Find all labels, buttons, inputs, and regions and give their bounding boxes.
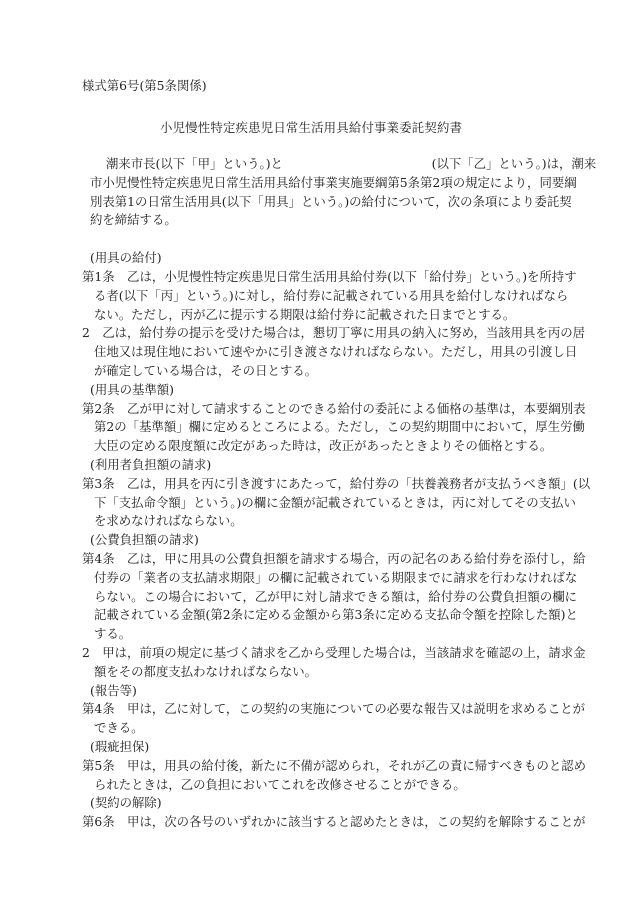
paragraph-first-line: 第4条 甲は，乙に対して，この契約の実施についての必要な報告又は説明を求めることが bbox=[82, 701, 586, 717]
article-heading: (瑕疵担保) bbox=[90, 739, 150, 754]
paragraph-line: が確定している場合は，その日とする。 bbox=[94, 363, 318, 378]
paragraph-first-line: 第4条 乙は，甲に用具の公費負担額を請求する場合，丙の記名のある給付券を添付し，給 bbox=[82, 551, 586, 566]
paragraph-line: 下「支払命令額」という。)の欄に金額が記載されているときは，丙に対してその支払い bbox=[94, 494, 576, 510]
paragraph-first-line: 第2条 乙が甲に対して請求することのできる給付の委託による価格の基準は，本要綱別表 bbox=[82, 400, 586, 416]
paragraph-line: 第2の「基準額」欄に定めるところによる。ただし，この契約期間中において，厚生労働 bbox=[94, 419, 585, 435]
paragraph-line: られたときは，乙の負担においてこれを改修させることができる。 bbox=[94, 776, 466, 792]
paragraph-line: する。 bbox=[94, 626, 132, 642]
paragraph-line: 付券の「業者の支払請求期限」の欄に記載されている期限までに請求を行わなければな bbox=[94, 569, 578, 585]
intro-line: 約を締結する。 bbox=[90, 212, 177, 228]
paragraph-first-line: 第3条 乙は，用具を丙に引き渡すにあたって，給付券の「扶養義務者が支払うべき額」(以 bbox=[82, 475, 591, 491]
intro-line: 潮来市長(以下「甲」という。)と (以下「乙」という。)は，潮来 bbox=[106, 156, 597, 171]
intro-line: 別表第1の日常生活用具(以下「用具」という。)の給付について，次の条項により委託契 bbox=[90, 193, 572, 209]
article-heading: (公費負担額の請求) bbox=[90, 532, 199, 548]
paragraph-first-line: 2 乙は，給付券の提示を受けた場合は，懇切丁寧に用具の納入に努め，当該用具を丙の居 bbox=[82, 325, 586, 341]
paragraph-line: できる。 bbox=[94, 720, 144, 736]
paragraph-line: る者(以下「丙」という。)に対し，給付券に記載されている用具を給付しなければなら bbox=[94, 287, 569, 303]
article-heading: (報告等) bbox=[90, 682, 137, 698]
paragraph-first-line: 第5条 甲は，用具の給付後，新たに不備が認められ，それが乙の責に帰すべきものと認め bbox=[82, 757, 587, 773]
article-heading: (契約の解除) bbox=[90, 795, 162, 811]
document-title: 小児慢性特定疾患児日常生活用具給付事業委託契約書 bbox=[160, 120, 463, 135]
paragraph-line: を求めなければならない。 bbox=[94, 513, 243, 529]
paragraph-line: 住地又は現住地において速やかに引き渡さなければならない。ただし，用具の引渡し日 bbox=[94, 344, 578, 360]
paragraph-line: 大臣の定める限度額に改定があった時は，改正があったときよりその価格とする。 bbox=[94, 438, 553, 454]
paragraph-first-line: 第1条 乙は，小児慢性特定疾患児日常生活用具給付券(以下「給付券」という。)を所持す bbox=[82, 269, 577, 284]
paragraph-first-line: 2 甲は，前項の規定に基づく請求を乙から受理した場合は，当該請求を確認の上，請求金 bbox=[82, 645, 586, 660]
article-heading: (用具の給付) bbox=[90, 250, 162, 266]
paragraph-line: らない。この場合において，乙が甲に対し請求できる額は，給付券の公費負担額の欄に bbox=[94, 588, 577, 604]
article-heading: (用具の基準額) bbox=[90, 381, 175, 397]
paragraph-line: 額をその都度支払わなければならない。 bbox=[94, 663, 318, 679]
paragraph-line: ない。ただし，丙が乙に提示する期限は給付券に記載された日までとする。 bbox=[94, 306, 516, 322]
article-heading: (利用者負担額の請求) bbox=[90, 457, 212, 472]
paragraph-line: 記載されている金額(第2条に定める金額から第3条に定める支払命令額を控除した額)と bbox=[94, 607, 578, 623]
intro-line: 市小児慢性特定疾患児日常生活用具給付事業実施要綱第5条第2項の規定により，同要綱 bbox=[90, 174, 577, 190]
form-number: 様式第6号(第5条関係) bbox=[82, 78, 207, 93]
paragraph-first-line: 第6条 甲は，次の各号のいずれかに該当すると認めたときは，この契約を解除することが bbox=[82, 814, 586, 830]
